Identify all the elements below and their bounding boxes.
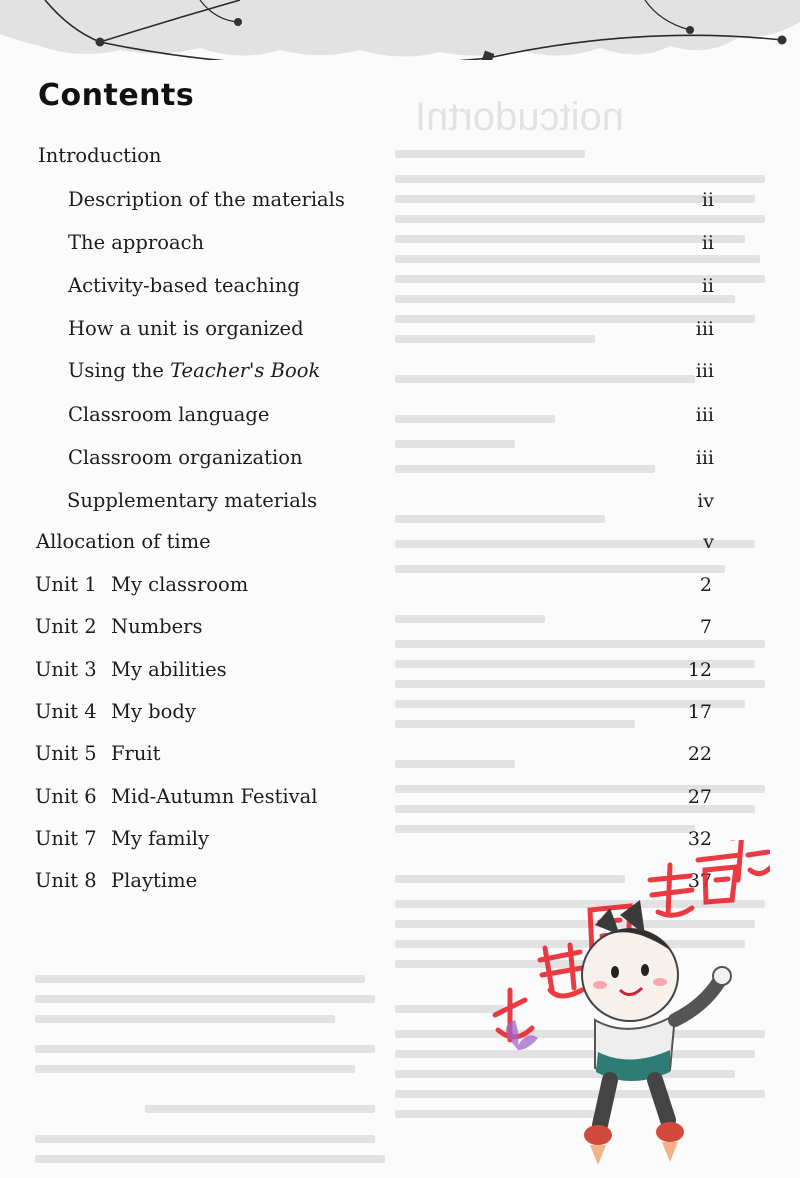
toc-label: How a unit is organized: [68, 317, 304, 340]
page-title: Contents: [38, 78, 195, 113]
toc-label-prefix: Using the: [68, 359, 171, 382]
toc-row-unit-4: [0, 697, 800, 727]
toc-label-book-title: Teacher's Book: [170, 359, 321, 382]
unit-number: Unit 5: [35, 742, 97, 765]
unit-title: Numbers: [111, 615, 203, 638]
toc-label: Allocation of time: [36, 530, 211, 553]
toc-label: The approach: [68, 231, 205, 254]
toc-label: Activity-based teaching: [68, 274, 300, 297]
unit-number: Unit 2: [35, 615, 97, 638]
toc-page-number: iii: [695, 404, 714, 426]
unit-number: Unit 1: [35, 573, 97, 596]
toc-page-number: 2: [699, 574, 712, 596]
toc-row-classroom-language: [0, 400, 800, 430]
unit-number: Unit 8: [35, 869, 97, 892]
toc-label: Classroom organization: [68, 446, 303, 469]
toc-label: Introduction: [38, 144, 162, 167]
toc-row-activity-based: [0, 271, 800, 301]
toc-row-unit-organized: [0, 314, 800, 344]
toc-row-unit-6: [0, 782, 800, 812]
unit-title: Playtime: [111, 869, 198, 892]
toc-label: [68, 356, 320, 386]
toc-page-number: 7: [699, 616, 712, 638]
toc-page-number: 12: [687, 659, 712, 681]
unit-number: Unit 4: [35, 700, 97, 723]
unit-number: Unit 6: [35, 785, 97, 808]
toc-row-supplementary: [0, 486, 800, 516]
unit-title: My family: [111, 827, 210, 850]
toc-page-number: 27: [687, 786, 712, 808]
cartoon-boy-mascot: [506, 900, 731, 1165]
unit-title: My abilities: [111, 658, 227, 681]
unit-title: My classroom: [111, 573, 249, 596]
toc-page-number: 17: [687, 701, 712, 723]
toc-row-allocation: [0, 527, 800, 557]
toc-page-number: 37: [687, 870, 712, 892]
toc-page-number: v: [703, 531, 714, 553]
toc-row-introduction: [0, 141, 800, 171]
toc-label: Supplementary materials: [67, 489, 318, 512]
toc-label: Classroom language: [68, 403, 270, 426]
toc-page-number: 22: [687, 743, 712, 765]
toc-row-description: [0, 185, 800, 215]
toc-page-number: iii: [695, 360, 714, 382]
unit-number: Unit 7: [35, 827, 97, 850]
toc-page-number: ii: [701, 232, 714, 254]
unit-number: Unit 3: [35, 658, 97, 681]
toc-row-unit-1: [0, 570, 800, 600]
toc-page-number: iv: [697, 490, 714, 512]
toc-page-number: ii: [701, 189, 714, 211]
toc-page-number: 32: [687, 828, 712, 850]
toc-row-classroom-organization: [0, 443, 800, 473]
toc-row-approach: [0, 228, 800, 258]
unit-title: Fruit: [111, 742, 161, 765]
toc-label: Description of the materials: [68, 188, 345, 211]
toc-page-number: iii: [695, 447, 714, 469]
unit-title: My body: [111, 700, 196, 723]
toc-row-unit-3: [0, 655, 800, 685]
toc-row-unit-2: [0, 612, 800, 642]
toc-row-unit-5: [0, 739, 800, 769]
header-garland-decoration: [0, 0, 800, 60]
toc-page-number: ii: [701, 275, 714, 297]
shop-watermark-stamp: [470, 840, 770, 1170]
unit-title: Mid-Autumn Festival: [111, 785, 318, 808]
mirrored-ghost-heading: noitcudortnI: [415, 95, 625, 139]
toc-page-number: iii: [695, 318, 714, 340]
toc-row-using-teachers-book: [0, 356, 800, 386]
